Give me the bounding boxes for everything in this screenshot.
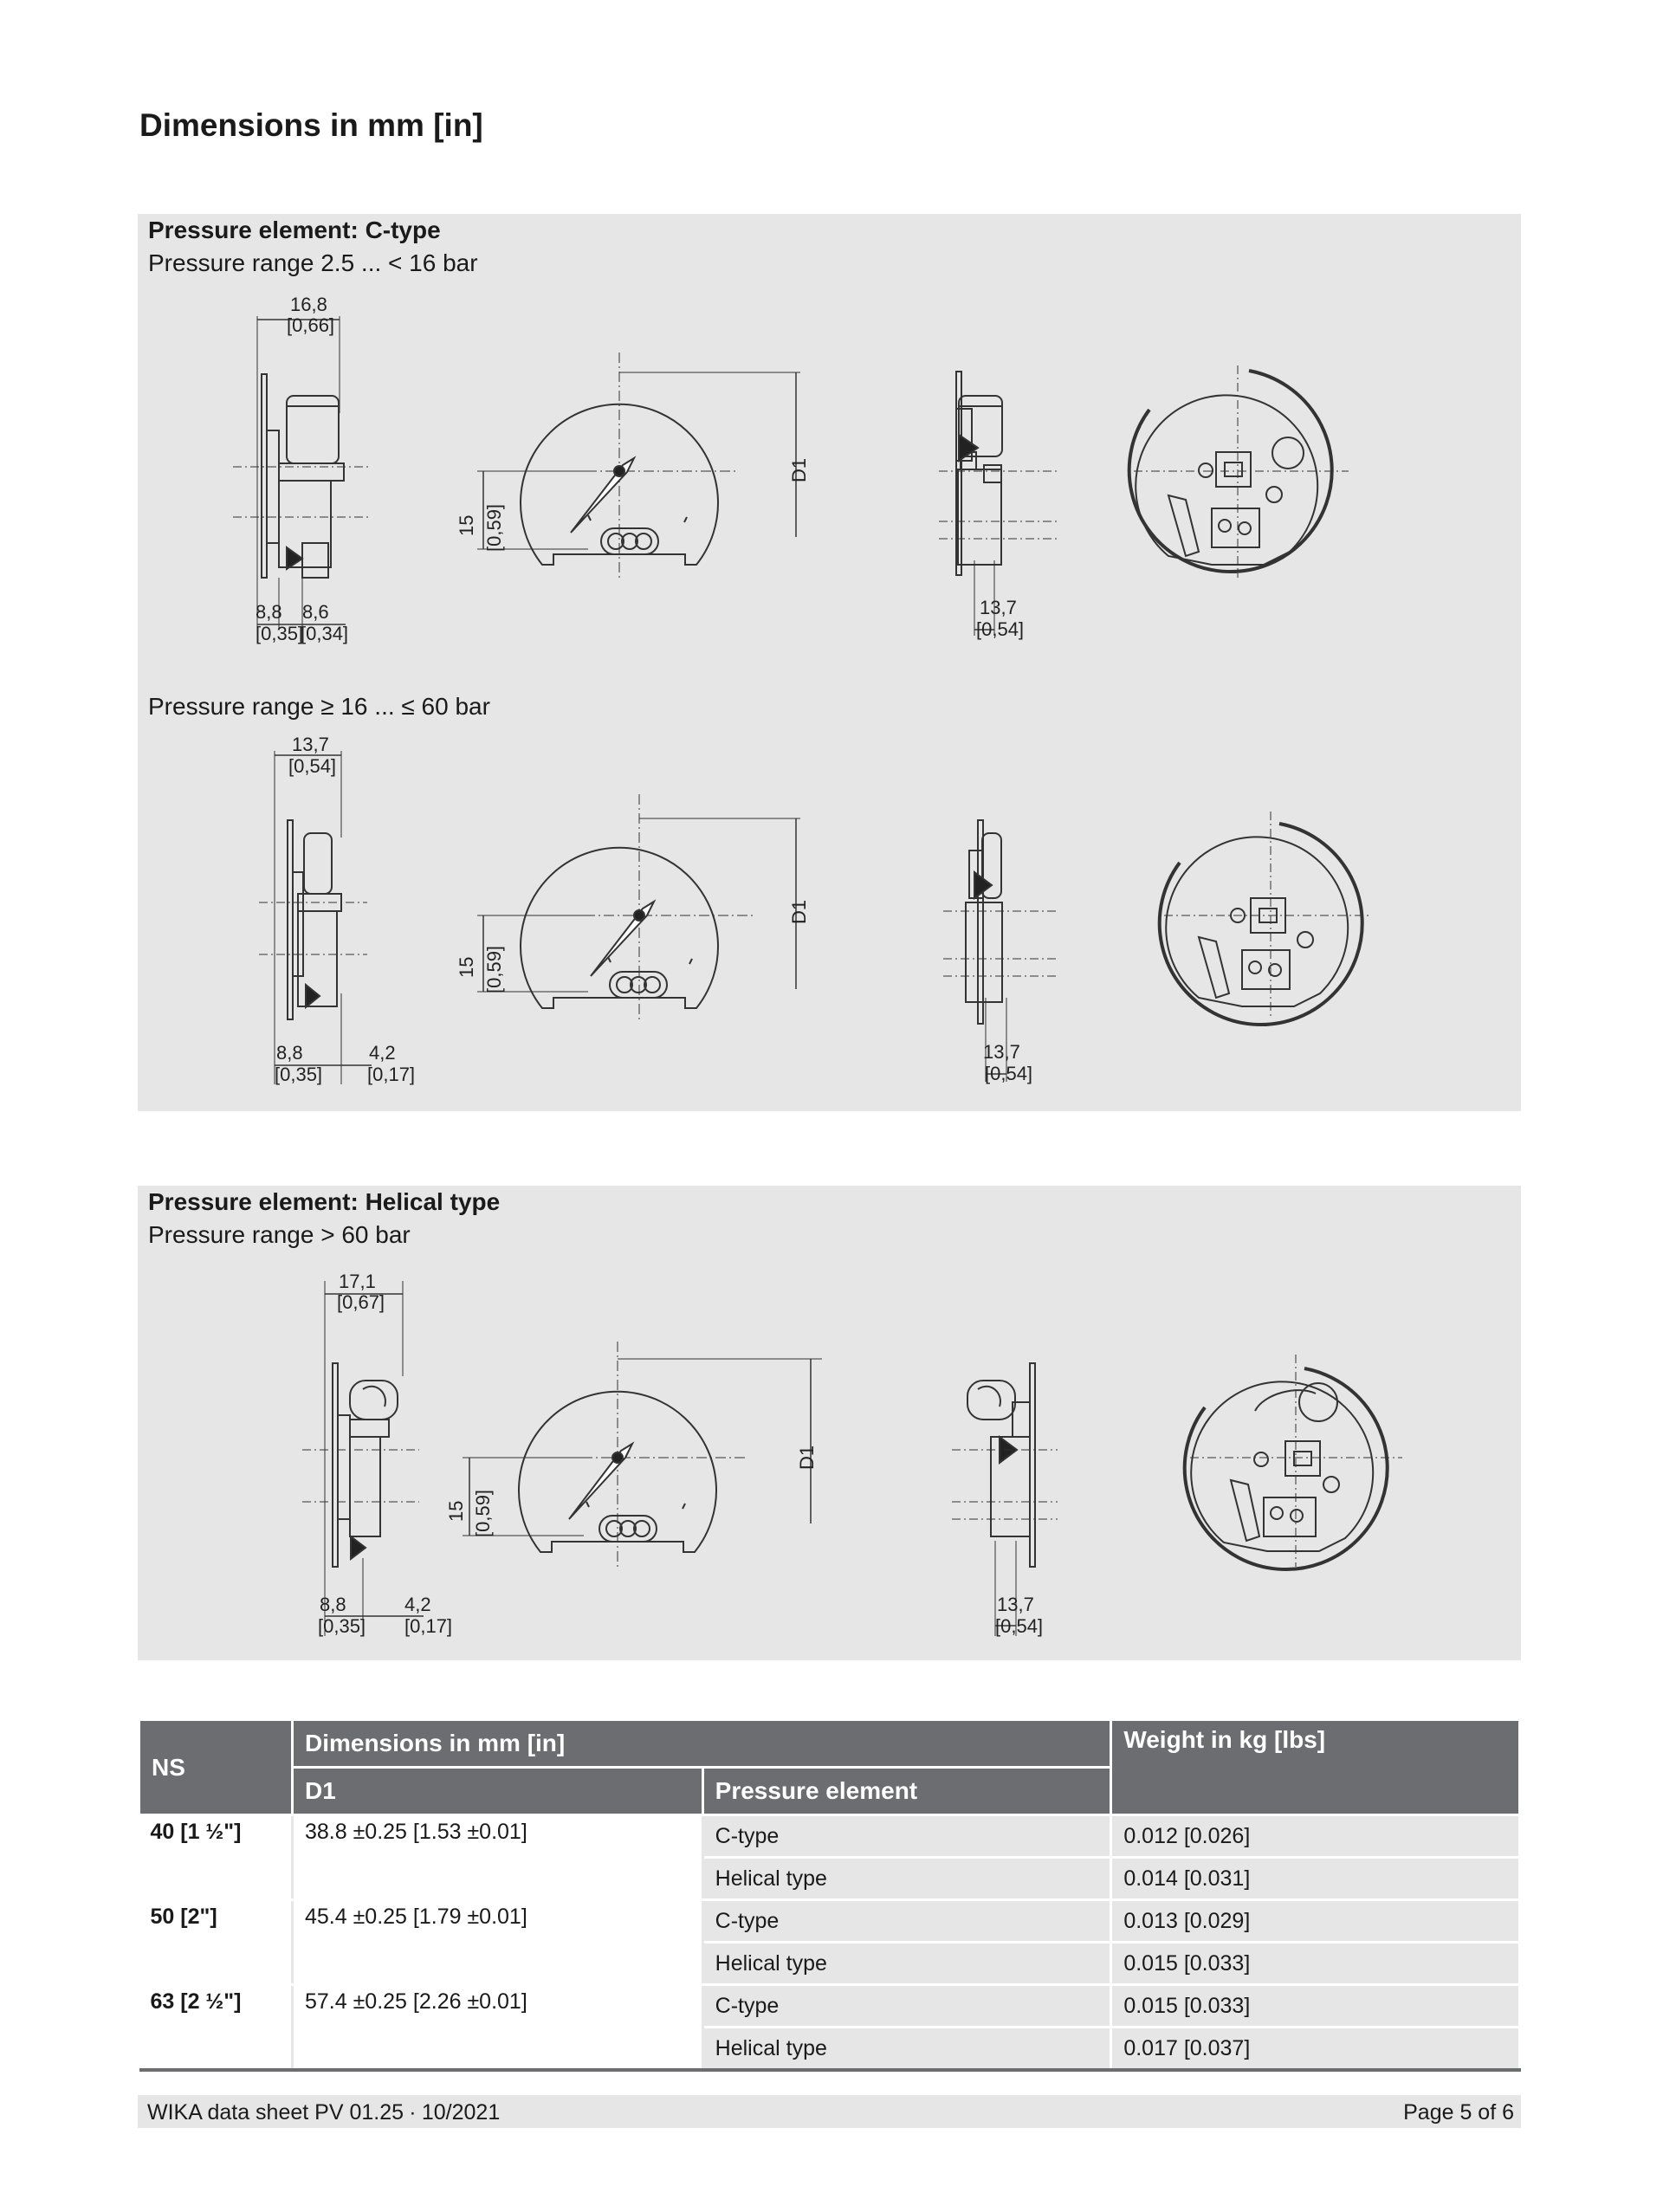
page-number: Page 5 of 6: [1403, 2100, 1514, 2125]
dimension-label: D1: [796, 1445, 818, 1470]
weight-cell: 0.013 [0.029]: [1111, 1900, 1520, 1943]
page-footer: [138, 2095, 1521, 2128]
pressure-element-cell: Helical type: [702, 1943, 1111, 1985]
side-view-drawing: [259, 751, 372, 1084]
table-row: [139, 1900, 1520, 1943]
dimension-label: 13,7: [997, 1594, 1034, 1615]
dimension-label: 8,8: [320, 1594, 346, 1615]
dimension-label: 8,8: [256, 601, 282, 623]
dimension-label: [0,35]: [275, 1064, 323, 1085]
c-type-panel: [138, 214, 1521, 1111]
dimension-label: [0,17]: [404, 1615, 453, 1637]
pressure-element-cell: C-type: [702, 1985, 1111, 2028]
dimension-label: [0,67]: [337, 1291, 385, 1313]
panel-heading: Pressure element: Helical type: [148, 1188, 501, 1215]
column-header: Dimensions in mm [in]: [292, 1720, 1110, 1768]
helical-type-panel: [138, 1186, 1521, 1660]
dimension-label: [0,59]: [472, 1489, 494, 1537]
table-row: [139, 1815, 1520, 1858]
d1-cell: 57.4 ±0.25 [2.26 ±0.01]: [292, 1985, 702, 2071]
dimension-label: 13,7: [980, 597, 1017, 618]
dimension-label: [0,66]: [287, 314, 335, 336]
dimension-label: 4,2: [369, 1042, 396, 1064]
table-row: [139, 1985, 1520, 2028]
gauge-front-view: [463, 1342, 822, 1567]
dimension-label: 8,6: [302, 601, 329, 623]
dimension-label: 4,2: [404, 1594, 431, 1615]
pressure-element-cell: Helical type: [702, 2028, 1111, 2071]
dimension-label: [0,34]: [301, 623, 349, 644]
dimension-label: [0,54]: [995, 1615, 1044, 1637]
ns-cell: 40 [1 ½"]: [139, 1815, 293, 1900]
dimension-label: 13,7: [292, 734, 329, 755]
dimension-label: D1: [788, 457, 810, 482]
column-header: Pressure element: [702, 1768, 1111, 1815]
pressure-range-label: Pressure range ≥ 16 ... ≤ 60 bar: [148, 693, 490, 720]
dimension-label: [0,35]: [256, 623, 304, 644]
pressure-element-cell: C-type: [702, 1815, 1111, 1858]
panel-heading: Pressure element: C-type: [148, 217, 441, 243]
table-header-row: [139, 1720, 1520, 1768]
document-id: WIKA data sheet PV 01.25 ∙ 10/2021: [147, 2100, 501, 2125]
pressure-range-label: Pressure range > 60 bar: [148, 1221, 411, 1248]
helical-type-drawings: [138, 1186, 1521, 1660]
dimension-label: [0,59]: [483, 503, 505, 552]
ns-cell: 50 [2"]: [139, 1900, 293, 1985]
pressure-element-cell: Helical type: [702, 1858, 1111, 1900]
dimension-label: 15: [456, 956, 477, 978]
column-header: NS: [139, 1720, 293, 1815]
dimension-label: [0,54]: [985, 1063, 1033, 1084]
ns-cell: 63 [2 ½"]: [139, 1985, 293, 2071]
gauge-rear-view: [1160, 812, 1372, 1025]
dimension-label: 13,7: [983, 1041, 1020, 1063]
column-header: D1: [292, 1768, 702, 1815]
gauge-rear-view: [1129, 365, 1349, 578]
dimension-label: 15: [456, 514, 477, 536]
page-title: Dimensions in mm [in]: [139, 107, 483, 143]
gauge-front-view: [477, 352, 800, 578]
dimension-label: 17,1: [339, 1271, 376, 1292]
side-view-drawing: [302, 1281, 424, 1636]
dimension-label: [0,54]: [976, 618, 1025, 640]
dimension-label: [0,54]: [288, 755, 337, 777]
d1-cell: 38.8 ±0.25 [1.53 ±0.01]: [292, 1815, 702, 1900]
pressure-element-cell: C-type: [702, 1900, 1111, 1943]
side-view-drawing: [233, 316, 372, 643]
weight-cell: 0.017 [0.037]: [1111, 2028, 1520, 2071]
c-type-drawings: [138, 214, 1521, 1111]
dimension-label: 15: [445, 1500, 467, 1522]
column-header: Weight in kg [lbs]: [1111, 1720, 1520, 1815]
weight-cell: 0.015 [0.033]: [1111, 1943, 1520, 1985]
dimension-label: 8,8: [276, 1042, 303, 1064]
dimensions-table: [138, 1718, 1521, 2072]
weight-cell: 0.012 [0.026]: [1111, 1815, 1520, 1858]
gauge-rear-view: [1185, 1355, 1402, 1569]
gauge-front-view: [477, 794, 800, 1019]
dimension-label: 16,8: [290, 294, 327, 315]
pressure-range-label: Pressure range 2.5 ... < 16 bar: [148, 249, 478, 276]
dimension-label: D1: [788, 899, 810, 924]
d1-cell: 45.4 ±0.25 [1.79 ±0.01]: [292, 1900, 702, 1985]
weight-cell: 0.014 [0.031]: [1111, 1858, 1520, 1900]
dimension-label: [0,59]: [483, 945, 505, 993]
dimension-label: [0,35]: [318, 1615, 366, 1637]
weight-cell: 0.015 [0.033]: [1111, 1985, 1520, 2028]
dimension-label: [0,17]: [367, 1064, 416, 1085]
